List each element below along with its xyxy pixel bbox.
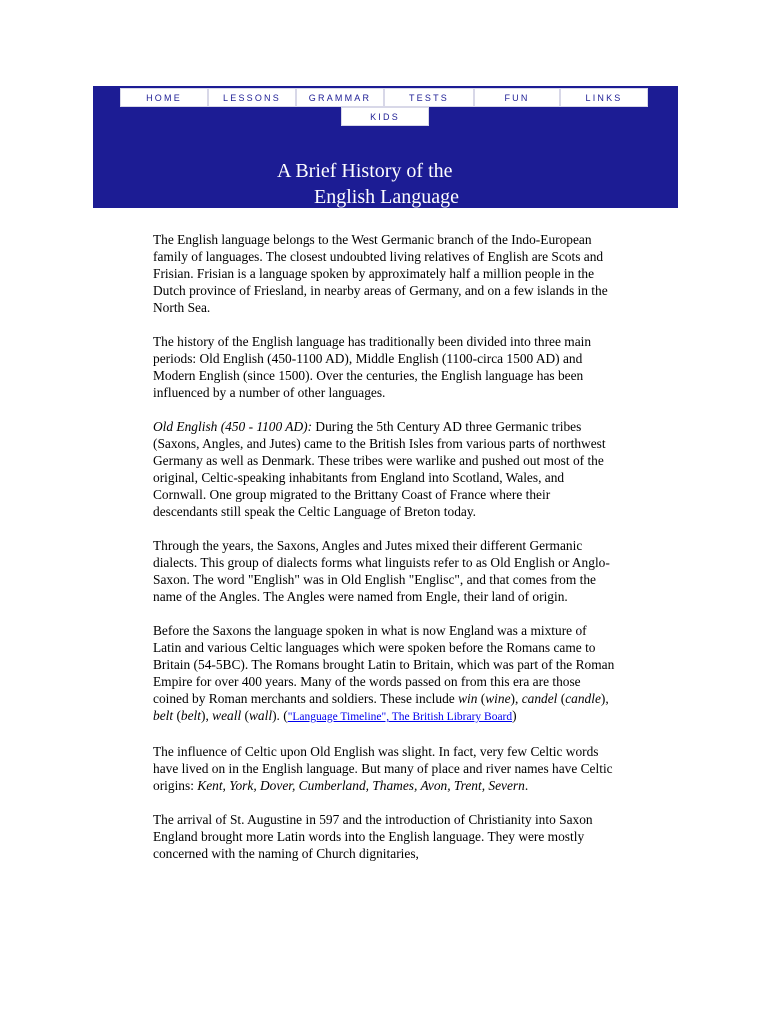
- old-english-heading: Old English (450 - 1100 AD):: [153, 419, 313, 434]
- punctuation: .: [524, 778, 529, 793]
- paragraph-dialects: Through the years, the Saxons, Angles and Jutes mixed their different Germanic dialects. This group of dialects forms what linguists refer to as Old English or Anglo-Saxon. The word "English" was in Old English "Englisc", and that comes from the name of the Angles. The Angles were named from Engle, their land of origin.: [153, 538, 610, 604]
- example-word: belt: [180, 708, 201, 723]
- punctuation: ),: [510, 691, 522, 706]
- example-word: candel: [521, 691, 558, 706]
- paragraph-christianity: The arrival of St. Augustine in 597 and the introduction of Christianity into Saxon England brought more Latin words into the English language. They were mostly concerned with the naming of Church dignitaries,: [153, 812, 593, 861]
- celtic-influence-text: The influence of Celtic upon Old English was slight. In fact, very few Celtic words have lived on in the English language. But many of place and river names have Celtic origins:: [153, 744, 613, 793]
- example-word: belt: [153, 708, 174, 723]
- example-word: win: [458, 691, 478, 706]
- article-body: [153, 231, 615, 879]
- punctuation: ),: [600, 691, 609, 706]
- nav-kids-button[interactable]: KIDS: [341, 107, 429, 126]
- paragraph-intro: The English language belongs to the West Germanic branch of the Indo-European family of languages. The closest undoubted living relatives of English are Scots and Frisian. Frisian is a language spoken by approximately half a million people in the Dutch province of Friesland, in nearby areas of Germany, and on a few islands in the North Sea.: [153, 232, 608, 315]
- punctuation: (: [173, 708, 181, 723]
- page-title: [93, 158, 678, 210]
- nav-grammar-button[interactable]: GRAMMAR: [296, 88, 384, 107]
- latin-influence-text: Before the Saxons the language spoken in what is now England was a mixture of Latin and various Celtic languages which were spoken before the Romans came to Britain (54-5BC). The Romans brought Latin to Britain, which was part of the Roman Empire for over 400 years. Many of the words passed on from this era are those coined by Roman merchants and soldiers. These include: [153, 623, 615, 706]
- example-word: wall: [248, 708, 273, 723]
- example-word: wine: [485, 691, 511, 706]
- nav-lessons-button[interactable]: LESSONS: [208, 88, 296, 107]
- nav-home-button[interactable]: HOME: [120, 88, 208, 107]
- paragraph-old-english: [153, 418, 615, 520]
- punctuation: ). (: [272, 708, 288, 723]
- nav-fun-button[interactable]: FUN: [474, 88, 560, 107]
- punctuation: (: [241, 708, 249, 723]
- header-banner: [93, 86, 678, 208]
- paragraph-celtic-influence: [153, 743, 615, 794]
- old-english-text: During the 5th Century AD three Germanic tribes (Saxons, Angles, and Jutes) came to the British Isles from various parts of northwest Germany as well as Denmark. These tribes were warlike and pushed out most of the original, Celtic-speaking inhabitants from England into Scotland, Wales, and Cornwall. One group migrated to the Brittany Coast of France where their descendants still speak the Celtic Language of Breton today.: [153, 419, 606, 519]
- celtic-place-names: Kent, York, Dover, Cumberland, Thames, Avon, Trent, Severn: [197, 778, 525, 793]
- punctuation: ): [512, 708, 517, 723]
- top-navigation: [120, 88, 648, 107]
- punctuation: (: [477, 691, 486, 706]
- punctuation: ),: [201, 708, 213, 723]
- nav-tests-button[interactable]: TESTS: [384, 88, 474, 107]
- punctuation: (: [557, 691, 566, 706]
- example-word: weall: [212, 708, 242, 723]
- paragraph-periods: The history of the English language has traditionally been divided into three main periods: Old English (450-1100 AD), Middle English (1100-circa 1500 AD) and Modern English (since 1500). Over the centuries, the English language has been influenced by a number of other languages.: [153, 334, 592, 400]
- nav-links-button[interactable]: LINKS: [560, 88, 648, 107]
- example-word: candle: [565, 691, 601, 706]
- paragraph-latin-influence: [153, 622, 615, 726]
- language-timeline-link[interactable]: "Language Timeline", The British Library Board: [287, 711, 513, 723]
- page-title-line-1: A Brief History of the: [277, 160, 453, 182]
- page-title-line-2: English Language: [314, 186, 459, 208]
